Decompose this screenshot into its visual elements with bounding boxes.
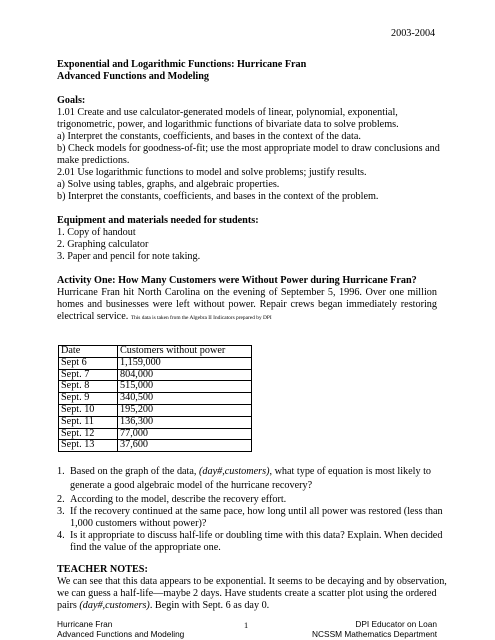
- customers-cell: 804,000: [118, 369, 252, 381]
- customers-cell: 136,300: [118, 416, 252, 428]
- goal-line: 1.01 Create and use calculator-generated models of linear, polynomial, exponential,: [57, 107, 398, 118]
- goal-line: b) Interpret the constants, coefficients, and bases in the context of the problem.: [57, 191, 379, 202]
- question-text-part: , what type of equation is most likely to: [269, 466, 432, 477]
- table-row: [59, 381, 252, 393]
- teacher-notes-line: we can guess a half-life—maybe 2 days. Have students create a scatter plot using the ordered: [57, 588, 437, 599]
- customers-cell: 515,000: [118, 381, 252, 393]
- activity-heading: Activity One: How Many Customers were Without Power during Hurricane Fran?: [57, 275, 417, 286]
- teacher-notes-line: We can see that this data appears to be exponential. It seems to be decaying and by observation,: [57, 576, 447, 587]
- question-text: If the recovery continued at the same pace, how long until all power was restored (less than: [70, 506, 443, 517]
- activity-paragraph-line: homes and businesses were left without power. Repair crews began immediately restoring: [57, 299, 437, 310]
- table-row: [59, 416, 252, 428]
- teacher-notes-line: [57, 600, 269, 612]
- activity-text: electrical service.: [57, 311, 129, 322]
- question-text-line: find the value of the appropriate one.: [70, 542, 221, 553]
- date-cell: Sept. 12: [59, 428, 118, 440]
- goal-line: b) Check models for goodness-of-fit; use the most appropriate model to draw conclusions and: [57, 143, 440, 154]
- question-text-line: 1,000 customers without power)?: [70, 518, 207, 529]
- column-header-date: Date: [59, 346, 118, 358]
- table-row: [59, 357, 252, 369]
- goal-line: a) Solve using tables, graphs, and algebraic properties.: [57, 179, 280, 190]
- customers-cell: 1,159,000: [118, 357, 252, 369]
- date-cell: Sept. 8: [59, 381, 118, 393]
- column-header-customers: Customers without power: [118, 346, 252, 358]
- date-cell: Sept. 7: [59, 369, 118, 381]
- customers-cell: 37,600: [118, 440, 252, 452]
- date-cell: Sept. 10: [59, 404, 118, 416]
- question-1: [57, 466, 437, 492]
- document-subtitle: Advanced Functions and Modeling: [57, 71, 209, 82]
- table-row: [59, 440, 252, 452]
- customers-cell: 340,500: [118, 393, 252, 405]
- question-text: Is it appropriate to discuss half-life or doubling time with this data? Explain. When decided: [70, 530, 443, 541]
- goal-line: make predictions.: [57, 155, 130, 166]
- question-number: 2.: [57, 494, 65, 505]
- question-text-line: generate a good algebraic model of the hurricane recovery?: [70, 480, 313, 491]
- question-4: [57, 530, 443, 554]
- teacher-notes-text: . Begin with Sept. 6 as day 0.: [149, 600, 270, 611]
- math-expression: (day#,customers): [79, 600, 150, 611]
- date-cell: Sept 6: [59, 357, 118, 369]
- page-number: 1: [244, 621, 249, 630]
- table-row: [59, 428, 252, 440]
- equipment-heading: Equipment and materials needed for students:: [57, 215, 259, 226]
- goal-line: trigonometric, power, and logarithmic functions of bivariate data to solve problems.: [57, 119, 399, 130]
- customers-cell: 77,000: [118, 428, 252, 440]
- footer-left-line: Hurricane Fran: [57, 619, 113, 629]
- date-cell: Sept. 11: [59, 416, 118, 428]
- document-title: Exponential and Logarithmic Functions: Hurricane Fran: [57, 59, 307, 70]
- table-header-row: [59, 346, 252, 358]
- goal-line: 2.01 Use logarithmic functions to model and solve problems; justify results.: [57, 167, 367, 178]
- footer-left-line: Advanced Functions and Modeling: [57, 629, 185, 639]
- year-header: 2003-2004: [391, 28, 436, 39]
- question-text-part: Based on the graph of the data,: [70, 466, 197, 477]
- customers-table: [58, 345, 252, 452]
- equipment-item: 2. Graphing calculator: [57, 239, 149, 250]
- table-row: [59, 404, 252, 416]
- question-number: 3.: [57, 506, 65, 517]
- math-expression: (day#,customers): [199, 466, 270, 477]
- question-2: [57, 494, 437, 506]
- table-row: [59, 369, 252, 381]
- activity-paragraph-line: [57, 311, 272, 324]
- data-source-note: This data is taken from the Algebra II Indicators prepared by DPI: [130, 315, 272, 321]
- question-3: [57, 506, 443, 530]
- table-row: [59, 393, 252, 405]
- question-text: [70, 466, 437, 478]
- date-cell: Sept. 9: [59, 393, 118, 405]
- teacher-notes-heading: TEACHER NOTES:: [57, 564, 148, 575]
- equipment-item: 3. Paper and pencil for note taking.: [57, 251, 201, 262]
- activity-paragraph-line: Hurricane Fran hit North Carolina on the evening of September 5, 1996. Over one million: [57, 287, 437, 298]
- customers-cell: 195,200: [118, 404, 252, 416]
- question-text: According to the model, describe the recovery effort.: [70, 494, 287, 505]
- equipment-item: 1. Copy of handout: [57, 227, 136, 238]
- footer-right-line: NCSSM Mathematics Department: [312, 629, 437, 639]
- goals-heading: Goals:: [57, 95, 86, 106]
- goal-line: a) Interpret the constants, coefficients, and bases in the context of the data.: [57, 131, 361, 142]
- question-number: 4.: [57, 530, 65, 541]
- date-cell: Sept. 13: [59, 440, 118, 452]
- teacher-notes-text: pairs: [57, 600, 77, 611]
- footer-right-line: DPI Educator on Loan: [355, 619, 437, 629]
- question-number: 1.: [57, 466, 65, 477]
